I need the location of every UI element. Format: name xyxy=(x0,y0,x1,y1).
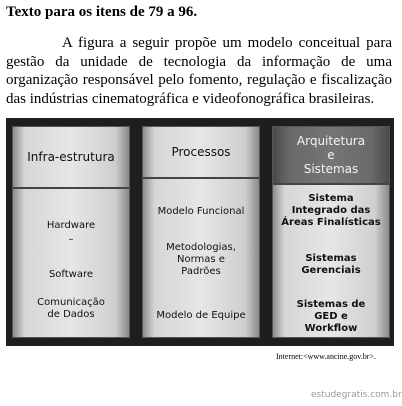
source-citation: Internet:<www.ancine.gov.br>. xyxy=(276,352,376,361)
column-item: Sistema Integrado das Áreas Finalísticas xyxy=(281,193,381,228)
section-heading: Texto para os itens de 79 a 96. xyxy=(6,4,198,20)
column-title: Processos xyxy=(143,127,259,179)
column-processos xyxy=(142,126,260,338)
column-arquitetura-sistemas xyxy=(272,126,390,338)
column-infraestrutura xyxy=(12,126,130,338)
site-watermark: estudegratis.com.br xyxy=(311,390,402,400)
column-item: Modelo de Equipe xyxy=(156,310,246,321)
column-item: Sistemas de GED e Workflow xyxy=(296,299,366,334)
intro-paragraph: A figura a seguir propõe um modelo conceitual para gestão da unidade de tecnologia da informação de uma organização responsável pelo fomento, regulação e fiscalização das indústrias cinematográfica e videofonográfica brasileiras. xyxy=(6,35,392,107)
column-item: Sistemas Gerenciais xyxy=(301,253,361,276)
column-item: – xyxy=(68,234,74,245)
column-item: Hardware xyxy=(46,220,96,231)
column-title xyxy=(273,127,389,185)
conceptual-model-figure xyxy=(6,118,394,346)
column-title-line: Arquitetura xyxy=(296,134,366,148)
column-item: Metodologias, Normas e Padrões xyxy=(166,242,236,277)
column-item: Comunicação de Dados xyxy=(37,297,105,320)
column-title-line: e xyxy=(327,148,335,162)
column-title: Infra-estrutura xyxy=(13,127,129,189)
column-item: Modelo Funcional xyxy=(157,206,245,217)
column-item: Software xyxy=(48,269,94,280)
column-title-line: Sistemas xyxy=(303,162,359,176)
